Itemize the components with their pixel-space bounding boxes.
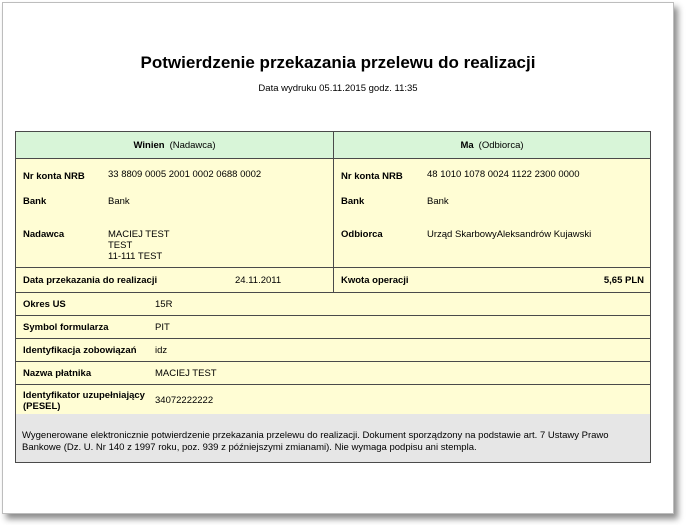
payer-name-label: Nazwa płatnika — [23, 368, 92, 379]
supplementary-id-label-line-2: (PESEL) — [23, 401, 61, 412]
tax-period-value: 15R — [155, 299, 173, 310]
obligation-id-label: Identyfikacja zobowiązań — [23, 345, 137, 356]
obligation-id-value: idz — [155, 345, 168, 356]
receiver-header — [334, 132, 650, 159]
sender-account-value: 33 8809 0005 2001 0002 0688 0002 — [108, 169, 262, 180]
receiver-name-value: Urząd SkarbowyAleksandrów Kujawski — [427, 229, 592, 240]
sender-header-sub: (Nadawca) — [169, 139, 216, 151]
supplementary-id-label — [23, 390, 145, 412]
sender-bank-value: Bank — [108, 196, 130, 207]
sender-name-label: Nadawca — [23, 229, 65, 240]
legal-footer-note: Wygenerowane elektronicznie potwierdzenie przekazania przelewu do realizacji. Dokument sporządzony na podstawie art. 7 Ustawy Prawo Bankowe (Dz. U. Nr 140 z 1997 roku, poz. 939 z późniejszymi zmianami). Nie wymaga podpisu ani stempla. — [16, 414, 650, 462]
row-divider — [16, 384, 650, 385]
row-divider — [16, 361, 650, 362]
row-divider — [16, 338, 650, 339]
row-divider — [16, 292, 650, 293]
print-date: Data wydruku 05.11.2015 godz. 11:35 — [258, 83, 418, 94]
transfer-date-label: Data przekazania do realizacji — [23, 275, 158, 286]
sender-name-block — [108, 229, 170, 262]
supplementary-id-value: 34072222222 — [155, 395, 214, 406]
column-divider — [333, 132, 334, 292]
receiver-bank-label: Bank — [341, 196, 365, 207]
sender-account-label: Nr konta NRB — [23, 171, 85, 182]
receiver-header-sub: (Odbiorca) — [478, 139, 524, 151]
tax-period-label: Okres US — [23, 299, 66, 310]
sender-name-line-3: 11-111 TEST — [108, 251, 163, 262]
sender-bank-label: Bank — [23, 196, 47, 207]
receiver-name-label: Odbiorca — [341, 229, 383, 240]
receiver-account-label: Nr konta NRB — [341, 171, 403, 182]
amount-value: 5,65 PLN — [603, 275, 644, 286]
page-title: Potwierdzenie przekazania przelewu do realizacji — [140, 53, 536, 72]
row-divider — [16, 315, 650, 316]
form-symbol-label: Symbol formularza — [23, 322, 109, 333]
receiver-account-value: 48 1010 1078 0024 1122 2300 0000 — [427, 169, 580, 180]
confirmation-table — [15, 131, 651, 463]
receiver-bank-value: Bank — [427, 196, 449, 207]
sender-name-line-2: TEST — [108, 240, 133, 251]
sender-name-line-1: MACIEJ TEST — [108, 229, 170, 240]
transfer-date-value: 24.11.2011 — [235, 275, 282, 286]
payer-name-value: MACIEJ TEST — [155, 368, 217, 379]
sender-header-main: Winien — [133, 139, 165, 151]
row-divider — [16, 267, 650, 268]
amount-label: Kwota operacji — [341, 275, 409, 286]
sender-header — [16, 132, 333, 159]
supplementary-id-label-line-1: Identyfikator uzupełniający — [23, 390, 145, 401]
document-page — [2, 2, 674, 514]
receiver-header-main: Ma — [460, 139, 474, 151]
form-symbol-value: PIT — [155, 322, 170, 333]
